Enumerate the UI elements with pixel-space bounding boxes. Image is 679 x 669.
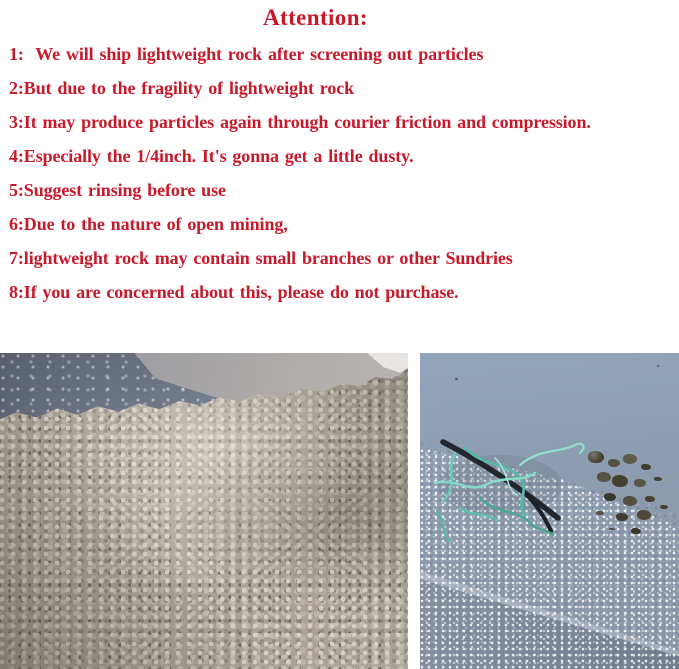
rock-cluster-graphic (588, 451, 604, 463)
notice-line-5: 5:Suggest rinsing before use (9, 180, 226, 200)
notice-line-8: 8:If you are concerned about this, please do not purchase. (9, 282, 459, 302)
debris-photo (420, 353, 679, 669)
notice-line-3: 3:It may produce particles again through courier friction and compression. (9, 112, 591, 132)
notice-line-4: 4:Especially the 1/4inch. It's gonna get a little dusty. (9, 146, 414, 166)
rock-pile-photo (0, 353, 408, 669)
notice-title: Attention: (263, 5, 368, 30)
notice-lines (0, 37, 679, 309)
notice-line-6: 6:Due to the nature of open mining, (9, 214, 288, 234)
notice-line-2: 2:But due to the fragility of lightweight rock (9, 78, 355, 98)
notice-line-7: 7:lightweight rock may contain small branches or other Sundries (9, 248, 513, 268)
debris-speck (657, 365, 659, 367)
green-string-graphic (425, 423, 600, 548)
debris-speck (455, 378, 458, 380)
photo-row (0, 353, 679, 669)
notice-line-1: 1: We will ship lightweight rock after screening out particles (9, 44, 484, 64)
attention-notice (0, 0, 679, 309)
